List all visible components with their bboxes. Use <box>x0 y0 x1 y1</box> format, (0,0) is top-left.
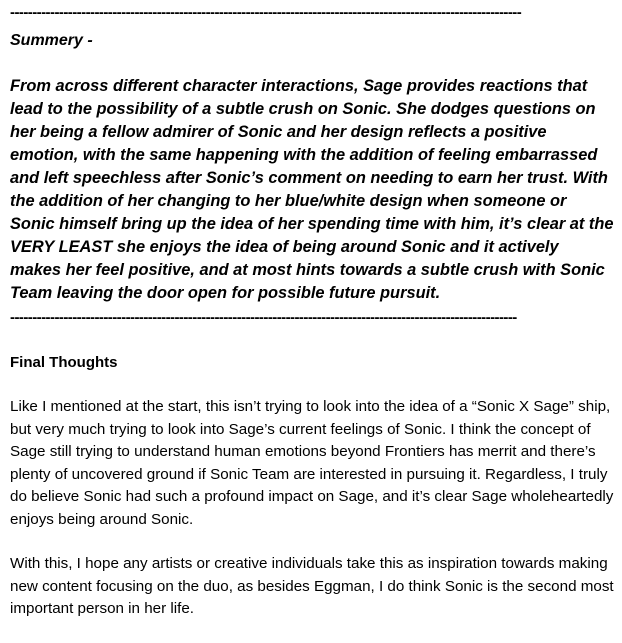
final-thoughts-paragraph-1: Like I mentioned at the start, this isn’t trying to look into the idea of a “Sonic X Sage” ship, but very much trying to look into Sage’s current feelings of Sonic. I think the concept of Sage still trying to understand human emotions beyond Frontiers has merrit and there’s plenty of uncovered ground if Sonic Team are interested in pursuing it. Regardless, I truly do believe Sonic had such a profound impact on Sage, and it’s clear Sage wholeheartedly enjoys being around Sonic. <box>10 398 614 528</box>
divider-top: ------------------------------------------------------------------------------------------------------------------- <box>10 4 522 21</box>
summary-body: From across different character interactions, Sage provides reactions that lead to the possibility of a subtle crush on Sonic. She dodges questions on her being a fellow admirer of Sonic and her design reflects a positive emotion, with the same happening with the addition of feeling embarrassed and left speechless after Sonic’s comment on needing to earn her trust. With the addition of her changing to her blue/white design when someone or Sonic himself bring up the idea of her spending time with him, it’s clear at the VERY LEAST she enjoys the idea of being around Sonic and it actively makes her feel positive, and at most hints towards a subtle crush with Sonic Team leaving the door open for possible future pursuit. <box>10 77 614 302</box>
final-thoughts-paragraph-2: With this, I hope any artists or creative individuals take this as inspiration towards making new content focusing on the duo, as besides Eggman, I do think Sonic is the second most important person in her life. <box>10 555 614 617</box>
final-thoughts-heading: Final Thoughts <box>10 354 118 371</box>
summary-heading: Summery - <box>10 32 93 49</box>
divider-bottom: ------------------------------------------------------------------------------------------------------------------ <box>10 309 517 326</box>
document-page <box>10 4 614 621</box>
